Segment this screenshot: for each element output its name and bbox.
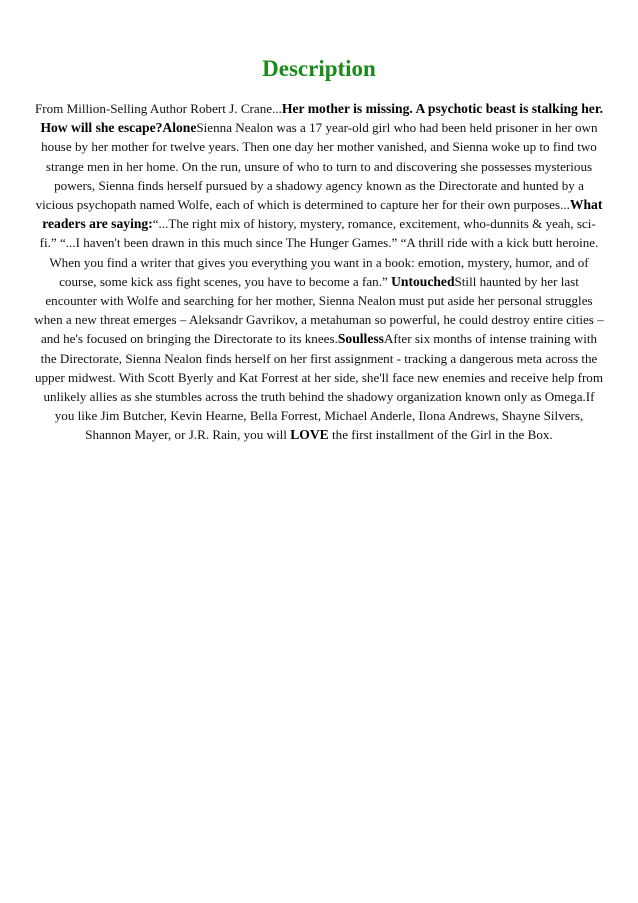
book-title-soulless: Soulless	[337, 331, 384, 347]
text-segment: the first installment of the Girl in the Box.	[328, 427, 553, 443]
book-title-untouched: Untouched	[391, 273, 455, 289]
text-segment: Sienna Nealon was a 17 year-old girl who had been held prisoner in her own house by her mother for twelve years. Then one day her mother vanished, and Sienna woke up to find two strange men in her home. On the run, unsure of who to turn to and discovering she possesses mysterious powers, Sienna finds herself pursued by a shadowy agency known as the Directorate and hunted by a vicious psychopath named Wolfe, each of which is determined to capture her for their own purposes...	[35, 120, 598, 213]
text-segment: After six months of intense training with the Directorate, Sienna Nealon finds herself on her first assignment - tracking a dangerous meta across the upper midwest. With Scott Byerly and Kat Forrest at her side, she'll face new enemies and receive help from unlikely allies as she stumbles across the truth behind the shadowy organization known only as Omega.If you like Jim Butcher, Kevin Hearne, Bella Forrest, Michael Anderle, Ilona Andrews, Shayne Silvers, Shannon Mayer, or J.R. Rain, you will	[34, 331, 604, 443]
readers-heading: What readers are saying:	[42, 197, 603, 232]
love-emphasis: LOVE	[290, 427, 329, 443]
tagline-text: Her mother is missing. A psychotic beast is stalking her. How will she escape?	[40, 101, 604, 136]
description-paragraph	[34, 99, 604, 445]
text-segment: Still haunted by her last encounter with Wolfe and searching for her mother, Sienna Nealon must put aside her personal struggles when a new threat emerges – Aleksandr Gavrikov, a metahuman so powerful, he could destroy entire cities – and he's focused on bringing the Directorate to its knees.	[34, 273, 604, 347]
book-title-alone: Alone	[162, 120, 197, 136]
text-segment: “...The right mix of history, mystery, romance, excitement, who-dunnits & yeah, sci-fi.” “...I haven't been drawn in this much since The Hunger Games.” “A thrill ride with a kick butt heroine. When you find a writer that gives you everything you want in a book: emotion, mystery, humor, and of course, some kick ass fight scenes, you have to become a fan.”	[39, 216, 599, 289]
page-title: Description	[262, 56, 376, 81]
text-segment: From Million-Selling Author Robert J. Crane...	[34, 101, 282, 116]
